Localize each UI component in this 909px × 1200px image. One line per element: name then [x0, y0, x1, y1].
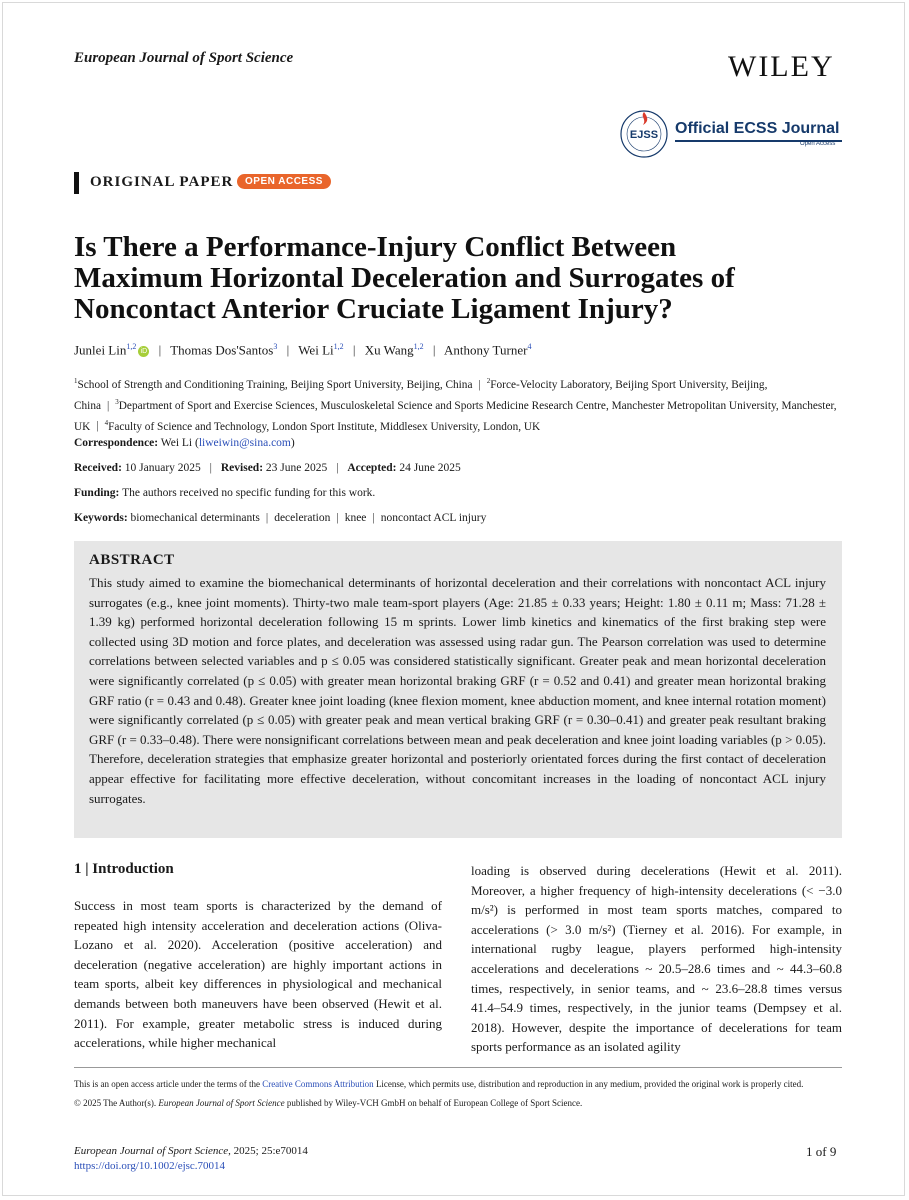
- author-affil-sup: 4: [527, 342, 532, 351]
- orcid-icon[interactable]: iD: [138, 346, 149, 357]
- license-footnote: [74, 1077, 842, 1111]
- copyright-journal: European Journal of Sport Science: [158, 1098, 285, 1108]
- keywords: [74, 512, 486, 524]
- affil-sup: 1: [74, 377, 78, 385]
- keyword: biomechanical determinants: [130, 512, 260, 524]
- article-type-bar: [74, 172, 79, 194]
- author-name[interactable]: Thomas Dos'Santos: [170, 342, 274, 358]
- open-access-badge: OPEN ACCESS: [237, 174, 331, 189]
- keyword-separator: |: [336, 512, 339, 524]
- affil-separator: |: [107, 399, 110, 412]
- revised-label: Revised:: [220, 462, 264, 474]
- author-list: [74, 342, 854, 358]
- abstract-heading: ABSTRACT: [89, 552, 175, 568]
- correspondence-name: Wei Li (: [160, 437, 199, 449]
- affiliation: Force-Velocity Laboratory, Beijing Sport University, Beijing, China: [74, 378, 768, 412]
- abstract-text: This study aimed to examine the biomechanical determinants of horizontal deceleration and their correlations with noncontact ACL injury surrogates (e.g., knee joint moments). Thirty-two male team-sport players (Age: 21.85 ± 0.33 years; Height: 1.80 ± 0.11 m; Mass: 71.28 ± 1.39 kg) performed horizontal deceleration following 15 m sprints. Lower limb kinetics and kinematics of the first braking step were collected using 3D motion and force plates, and deceleration was assessed using radar gun. The Pearson correlation was used to determine correlations between selected variables and p ≤ 0.05 was considered statistically significant. Greater peak and mean horizontal deceleration were significantly correlated (p ≤ 0.05) with greater mean horizontal braking GRF (r = 0.52 and 0.41) and greater mean horizontal braking GRF ratio (r = 0.43 and 0.48). Greater knee joint loading (knee flexion moment, knee abduction moment, and knee internal rotation moment) were significantly correlated (p ≤ 0.05) with greater peak and mean vertical braking GRF (r = 0.30–0.41) and greater peak resultant braking GRF (r = 0.33–0.48). There were nonsignificant correlations between mean and peak deceleration and knee joint loading variables (p > 0.05). Therefore, deceleration strategies that emphasize greater horizontal and posteriorly orientated forces during the first contact of deceleration appear effective for facilitating more effective deceleration, without concomitant increases in the loading of noncontact ACL injury surrogates.: [89, 575, 826, 806]
- author-separator: |: [432, 342, 436, 358]
- author-name[interactable]: Xu Wang: [364, 342, 414, 358]
- affil-sup: 4: [104, 418, 109, 427]
- date-separator: |: [209, 462, 212, 474]
- author-name[interactable]: Junlei Lin: [74, 342, 127, 358]
- license-post: License, which permits use, distribution and reproduction in any medium, provided the original work is properly cited.: [373, 1079, 804, 1089]
- title-line: Noncontact Anterior Cruciate Ligament Injury?: [74, 293, 673, 325]
- page-number: 1 of 9: [806, 1144, 837, 1159]
- affil-separator: |: [478, 378, 481, 391]
- doi-link[interactable]: https://doi.org/10.1002/ejsc.70014: [74, 1160, 226, 1172]
- funding-text: The authors received no specific funding for this work.: [122, 487, 376, 499]
- footer-citation: [74, 1144, 308, 1174]
- correspondence: [74, 437, 295, 449]
- affil-sup: 3: [115, 397, 119, 406]
- article-type: ORIGINAL PAPER: [90, 174, 234, 190]
- revised-date: 23 June 2025: [265, 462, 328, 474]
- author-name[interactable]: Wei Li: [298, 342, 334, 358]
- author-separator: |: [158, 342, 162, 358]
- funding-label: Funding:: [74, 487, 120, 499]
- license-link[interactable]: Creative Commons Attribution: [262, 1079, 374, 1089]
- received-label: Received:: [74, 462, 122, 474]
- keyword: noncontact ACL injury: [380, 512, 487, 524]
- section-heading: 1 | Introduction: [74, 861, 174, 877]
- author-affil-sup: 1,2: [413, 342, 424, 351]
- footnote-divider: [74, 1067, 842, 1068]
- license-text: [74, 1077, 842, 1092]
- author-affil-sup: 1,2: [126, 342, 137, 351]
- accepted-label: Accepted:: [347, 462, 397, 474]
- copyright-post: published by Wiley-VCH GmbH on behalf of European College of Sport Science.: [284, 1098, 583, 1108]
- affiliation: Faculty of Science and Technology, London Sport Institute, Middlesex University, London, UK: [108, 420, 541, 433]
- accepted-date: 24 June 2025: [399, 462, 461, 474]
- copyright-pre: © 2025 The Author(s).: [74, 1098, 159, 1108]
- author-affil-sup: 3: [273, 342, 278, 351]
- ecss-journal-label: Official ECSS Journal: [675, 120, 840, 137]
- title-line: Is There a Performance-Injury Conflict Between: [74, 231, 677, 263]
- keyword: deceleration: [274, 512, 331, 524]
- author-separator: |: [286, 342, 290, 358]
- correspondence-close: ): [290, 437, 295, 449]
- body-column-left: Success in most team sports is characterized by the demand of repeated high intensity acceleration and deceleration actions (Oliva-Lozano et al. 2020). Acceleration (positive acceleration) and deceleration (negative acceleration) are highly important actions in team sports, albeit key differences in physiological and mechanical demands between both maneuvers have been observed (Hewit et al. 2011). For example, greater metabolic stress is induced during accelerations, while higher mechanical: [74, 898, 442, 1051]
- svg-text:EJSS: EJSS: [629, 129, 659, 141]
- keyword-separator: |: [372, 512, 375, 524]
- keyword-separator: |: [265, 512, 269, 524]
- author-separator: |: [352, 342, 356, 358]
- footer-volume: , 2025; 25:e70014: [228, 1145, 308, 1157]
- body-column-right: loading is observed during decelerations (Hewit et al. 2011). Moreover, a higher frequency of high-intensity decelerations (< −3.0 m/s²) is performed in most team sports matches, compared to accelerations (> 3.0 m/s²) (Tierney et al. 2016). For example, in international rugby league, players performed high-intensity accelerations and decelerations ~ 20.5–28.6 times and ~ 44.3–60.8 times, respectively, in senior teams, and ~ 23.6–28.8 times versus 41.4–54.9 times, respectively, in the junior teams (Dempsey et al. 2018). However, despite the importance of decelerations for team sports performance as an isolated agility: [471, 863, 842, 1055]
- correspondence-email-link[interactable]: liweiwin@sina.com: [198, 437, 291, 449]
- footer-journal: European Journal of Sport Science: [74, 1145, 229, 1157]
- copyright-text: [74, 1096, 842, 1111]
- ecss-open-access-label: Open Access: [800, 141, 836, 147]
- date-separator: |: [336, 462, 339, 474]
- article-title: [74, 232, 834, 325]
- correspondence-label: Correspondence:: [74, 437, 159, 449]
- author-name[interactable]: Anthony Turner: [444, 342, 528, 358]
- publisher-logo: WILEY: [728, 50, 835, 83]
- affil-sup: 2: [486, 377, 491, 385]
- affiliations: [74, 373, 839, 435]
- license-pre: This is an open access article under the terms of the: [74, 1079, 263, 1089]
- title-line: Maximum Horizontal Deceleration and Surrogates of: [74, 262, 735, 294]
- funding: [74, 487, 375, 499]
- author-affil-sup: 1,2: [333, 342, 344, 351]
- affiliation: School of Strength and Conditioning Training, Beijing Sport University, Beijing, China: [77, 378, 473, 391]
- received-date: 10 January 2025: [124, 462, 201, 474]
- keywords-label: Keywords:: [74, 512, 128, 524]
- affil-separator: |: [96, 420, 99, 433]
- affiliation: Department of Sport and Exercise Sciences, Musculoskeletal Science and Sports Medicine Research Centre, Manchester Metropolitan University, Manchester, UK: [74, 399, 837, 433]
- keyword: knee: [344, 512, 367, 524]
- journal-name: European Journal of Sport Science: [74, 50, 294, 66]
- dates: [74, 462, 461, 474]
